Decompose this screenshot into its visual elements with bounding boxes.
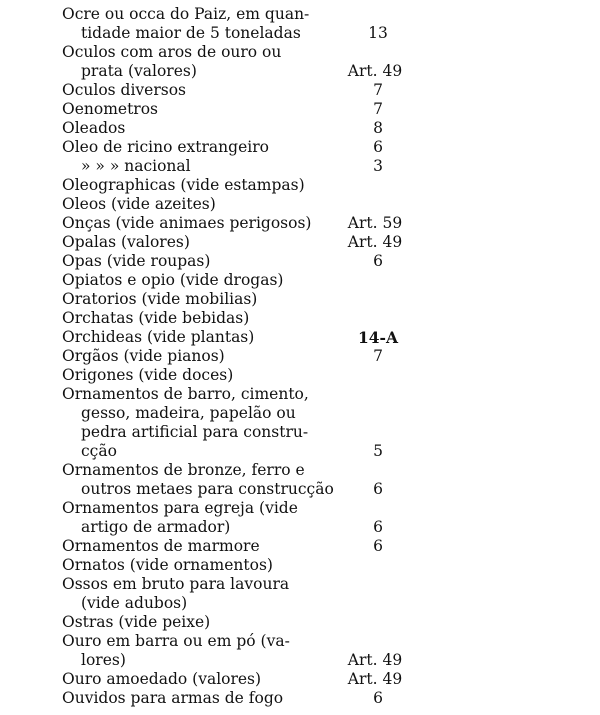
index-entry-row — [0, 252, 600, 271]
index-entry-row — [0, 461, 600, 480]
entry-value: 3 — [373, 157, 383, 175]
entry-text: Ornatos (vide ornamentos) — [62, 556, 273, 574]
index-entry-row — [0, 24, 600, 43]
entry-text: Oleos (vide azeites) — [62, 195, 216, 213]
entry-value: 6 — [373, 138, 383, 156]
index-entry-row — [0, 689, 600, 708]
index-entry-row — [0, 556, 600, 575]
entry-text: Orchideas (vide plantas) — [62, 328, 255, 346]
entry-text: Ostras (vide peixe) — [62, 613, 211, 631]
entry-text: Oleados — [62, 119, 126, 137]
entry-value: Art. 49 — [347, 233, 403, 251]
entry-text: (vide adubos) — [81, 594, 188, 612]
index-entry-row — [0, 290, 600, 309]
entry-text: Ornamentos de bronze, ferro e — [62, 461, 305, 479]
entry-text: Orgãos (vide pianos) — [62, 347, 225, 365]
index-entry-row — [0, 43, 600, 62]
entry-value: 6 — [373, 537, 383, 555]
entry-text: Oleo de ricino extrangeiro — [62, 138, 269, 156]
entry-value: Art. 49 — [347, 651, 403, 669]
index-entry-row — [0, 214, 600, 233]
index-entry-row — [0, 518, 600, 537]
entry-value: 7 — [373, 100, 383, 118]
entry-text: Origones (vide doces) — [62, 366, 234, 384]
index-entry-row — [0, 138, 600, 157]
entry-value: 6 — [373, 252, 383, 270]
index-entry-row — [0, 81, 600, 100]
entry-text: Opalas (valores) — [62, 233, 190, 251]
entry-text: Oenometros — [62, 100, 158, 118]
entry-value: 5 — [373, 442, 383, 460]
entry-value: Art. 49 — [347, 62, 403, 80]
index-entry-row — [0, 385, 600, 404]
entry-text: Ouro em barra ou em pó (va- — [62, 632, 290, 650]
entry-value: 6 — [373, 518, 383, 536]
entry-value: Art. 49 — [347, 670, 403, 688]
index-entry-row — [0, 594, 600, 613]
index-entry-row — [0, 5, 600, 24]
index-entry-row — [0, 651, 600, 670]
entry-text: Oculos diversos — [62, 81, 186, 99]
entry-value: 7 — [373, 347, 383, 365]
index-entry-row — [0, 423, 600, 442]
entry-text: lores) — [81, 651, 126, 669]
entry-value: 6 — [373, 689, 383, 707]
index-entry-row — [0, 100, 600, 119]
entry-text: Opiatos e opio (vide drogas) — [62, 271, 284, 289]
entry-text: » » » nacional — [81, 157, 191, 175]
index-entry-row — [0, 632, 600, 651]
entry-text: Ornamentos para egreja (vide — [62, 499, 298, 517]
entry-text: gesso, madeira, papelão ou — [81, 404, 296, 422]
index-entry-row — [0, 613, 600, 632]
entry-text: Ouvidos para armas de fogo — [62, 689, 284, 707]
entry-value: 6 — [373, 480, 383, 498]
index-entry-row — [0, 404, 600, 423]
index-entry-row — [0, 309, 600, 328]
entry-text: cção — [81, 442, 117, 460]
entry-value: 8 — [373, 119, 383, 137]
entry-text: Ouro amoedado (valores) — [62, 670, 262, 688]
index-entry-row — [0, 575, 600, 594]
index-entry-row — [0, 157, 600, 176]
entry-text: Ornamentos de barro, cimento, — [62, 385, 309, 403]
entry-text: Oleographicas (vide estampas) — [62, 176, 305, 194]
entry-text: Onças (vide animaes perigosos) — [62, 214, 312, 232]
entry-text: Orchatas (vide bebidas) — [62, 309, 250, 327]
entry-text: Oratorios (vide mobilias) — [62, 290, 258, 308]
entry-text: artigo de armador) — [81, 518, 231, 536]
entry-text: Ossos em bruto para lavoura — [62, 575, 290, 593]
entry-text: Oculos com aros de ouro ou — [62, 43, 282, 61]
index-entry-row — [0, 537, 600, 556]
index-entry-row — [0, 347, 600, 366]
index-entry-row — [0, 328, 600, 347]
entry-text: Opas (vide roupas) — [62, 252, 211, 270]
entry-value: 13 — [368, 24, 388, 42]
index-entry-row — [0, 176, 600, 195]
index-entry-row — [0, 480, 600, 499]
index-entry-row — [0, 195, 600, 214]
entry-text: pedra artificial para constru- — [81, 423, 309, 441]
index-entry-row — [0, 119, 600, 138]
entry-value: 7 — [373, 81, 383, 99]
index-entry-row — [0, 271, 600, 290]
index-entry-row — [0, 62, 600, 81]
entry-text: tidade maior de 5 toneladas — [81, 24, 301, 42]
index-entry-row — [0, 499, 600, 518]
index-entry-row — [0, 233, 600, 252]
entry-value: Art. 59 — [347, 214, 403, 232]
index-entry-row — [0, 670, 600, 689]
entry-text: Ornamentos de marmore — [62, 537, 260, 555]
entry-text: outros metaes para construcção — [81, 480, 334, 498]
entry-text: prata (valores) — [81, 62, 197, 80]
entry-value: 14-A — [357, 328, 399, 347]
index-entry-row — [0, 442, 600, 461]
index-entry-row — [0, 366, 600, 385]
entry-text: Ocre ou occa do Paiz, em quan- — [62, 5, 310, 23]
